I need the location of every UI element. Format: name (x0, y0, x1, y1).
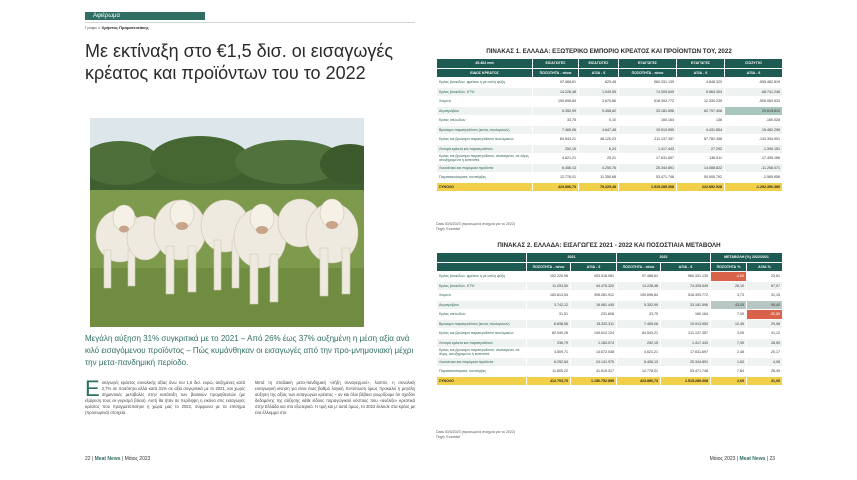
table-cell: -17.495.186 (725, 154, 783, 164)
table-cell: 1.156.752.899 (571, 376, 617, 386)
table-cell: 20,17 (747, 348, 783, 358)
table-row (437, 125, 783, 135)
row-label: Κρέας οπλωδών (437, 310, 527, 320)
table1-kind-header: ΕΙΔΟΣ ΚΡΕΑΤΟΣ (437, 68, 533, 78)
table-cell: 48.120,23 (579, 135, 619, 145)
table-cell: 518.393.772 (661, 291, 711, 301)
row-label: Κρέας βοοειδών, ΚΤΨ (437, 87, 533, 97)
table-cell: 14.228,48 (617, 281, 661, 291)
table-cell: 74.305.549 (661, 281, 711, 291)
table1-subhead: ΑΞΙΑ - € (725, 68, 783, 78)
table-row (437, 329, 783, 339)
table-cell: 28,49 (747, 367, 783, 377)
table1-subhead: ΠΟΣΟΤΗΤΑ - τόνοι (533, 68, 579, 78)
table-cell: 6,24 (579, 144, 619, 154)
table-cell: 211.137.357 (661, 329, 711, 339)
table1-head: ΙΣΟΖΥΓΙΟ (725, 59, 783, 69)
table1-note-source: Πηγή: Eurostat (436, 227, 460, 231)
issue-date: Μάιος 2023 (124, 456, 151, 462)
right-page (436, 10, 782, 465)
row-label: Κρέας και βρώσιμα παραπροϊόντα πουλερικών (437, 329, 527, 339)
body-text-1: ισαγωγές κρέατος συνολικής αξίας άνω του 1,5 δισ. ευρώ, αυξημένες κατά 2,7% σε ποσότητα αλλά κατά 31% σε αξία συγκριτικά με το 2021, και χωρίς σημαντικές μεταβολές στην κατάταξη των βασικών προμηθευτών (με εξαίρεση τους εκ-γυρισμό βόειο). Αυτή θα ήταν σε περίληψη η εικόνα στις εισαγωγές κρέατος που πραγματοποίησε η χώρα μας το 2022, σύμφωνα με τα επίσημα (προσωρινά) στοιχεία. (85, 380, 245, 415)
page-number: 22 (85, 456, 91, 462)
table1-note (436, 222, 515, 232)
table-cell: -506.063.533 (725, 97, 783, 107)
magazine-brand: Meat News (739, 456, 766, 462)
cattle-illustration (90, 118, 364, 327)
table-cell: 53.471.748 (619, 173, 677, 183)
table-cell: -143.354.901 (725, 135, 783, 145)
table-cell: 5.564.303 (677, 87, 725, 97)
row-label: Παρασκευάσματα, κονσέρβες (437, 367, 527, 377)
table2-change-header: ΜΕΤΑΒΟΛΗ (%) 2022/2021 (711, 253, 783, 263)
table-cell: 2,69 (711, 376, 747, 386)
dropcap: Ε (85, 376, 100, 401)
table-cell: 17.631.697 (661, 348, 711, 358)
table-cell: 518.393.772 (619, 97, 677, 107)
table-cell: 1.417.443 (619, 144, 677, 154)
table-cell: 7.465,06 (617, 319, 661, 329)
table-cell: 160.164 (619, 116, 677, 126)
table1-subhead: ΠΟΣΟΤΗΤΑ - τόνοι (619, 68, 677, 78)
table-cell: 67.782.456 (677, 135, 725, 145)
row-label: Λιπαρά κρέατα και παραπροϊόντα (437, 144, 533, 154)
table1-code: 45.462 mm (437, 59, 533, 69)
table2-subhead: ΠΟΣΟΤΗΤΑ - τόνοι (617, 262, 661, 272)
table-cell: 1.183.074 (571, 338, 617, 348)
table-row (437, 106, 783, 116)
table2-corner (437, 253, 527, 263)
table-cell: 97.468,61 (533, 78, 579, 88)
table-cell: 14.088.822 (677, 163, 725, 173)
table-cell: 1.049,55 (579, 87, 619, 97)
table-cell: 625,48 (579, 78, 619, 88)
table2-note-date: Data 30/3/2023 (προσωρινά στοιχεία για το 2022) (436, 430, 516, 434)
table-cell: 190.696,84 (533, 97, 579, 107)
table-row (437, 348, 783, 358)
table2-note (436, 430, 515, 440)
table-cell: 50.905.792 (677, 173, 725, 183)
table-cell: 12.778,01 (533, 173, 579, 183)
table-cell: 33,75 (533, 116, 579, 126)
table2-title: ΠΙΝΑΚΑΣ 2. ΕΛΛΑΔΑ: ΕΙΣΑΓΩΓΕΣ 2021 - 2022 ΚΑΙ ΠΟΣΟΣΤΙΑΙΑ ΜΕΤΑΒΟΛΗ (497, 242, 721, 249)
table-cell: 222.892.928 (677, 182, 725, 192)
table-cell: 3.670,86 (579, 97, 619, 107)
table-cell: 25.344.891 (619, 163, 677, 173)
table-row (437, 319, 783, 329)
table-cell: 15.320.311 (571, 319, 617, 329)
byline-prefix: Γράφει ο (85, 25, 101, 30)
table-row (437, 116, 783, 126)
table-cell: -160.028 (725, 116, 783, 126)
table1-body (437, 78, 783, 192)
table-cell: 31,15 (747, 291, 783, 301)
table2-year-2021: 2021 (527, 253, 617, 263)
table-cell: 16.981.445 (571, 300, 617, 310)
byline-author: Χρήστος Πραματευτάκης (101, 25, 149, 30)
table-cell: 3,05 (711, 329, 747, 339)
table-cell: 252,15 (617, 338, 661, 348)
table2-subhead: ΑΞΙΑ - € (661, 262, 711, 272)
table-cell: 236,79 (527, 338, 571, 348)
table-cell: 97.468,61 (617, 272, 661, 282)
table-cell: 79.229,48 (579, 182, 619, 192)
footer-right: Μάιος 2023 | Meat News | 23 (709, 456, 775, 462)
table-row (437, 97, 783, 107)
table-cell: 0,10 (579, 116, 619, 126)
row-label: Λιπαρά κρέατα και παραπροϊόντα (437, 338, 527, 348)
table-total-row (437, 182, 783, 192)
table-cell: 4.621,21 (533, 154, 579, 164)
table2-body (437, 272, 783, 386)
body-column-1 (85, 376, 245, 416)
table-cell: 7.465,06 (533, 125, 579, 135)
table-cell: 9.458,82 (579, 106, 619, 116)
table-cell: 4.621,21 (617, 348, 661, 358)
row-label: ΣΥΝΟΛΟ (437, 376, 527, 386)
row-label: Παρασκευάσματα, κονσέρβες (437, 173, 533, 183)
row-label: Χοιρινό (437, 97, 533, 107)
table-cell: 412.703,70 (527, 376, 571, 386)
table-total-row (437, 376, 783, 386)
table-row (437, 357, 783, 367)
table1-subhead: ΑΞΙΑ - € (579, 68, 619, 78)
table1-head: ΕΞΑΓΩΓΕΣ (677, 59, 725, 69)
table-cell: 33,75 (617, 310, 661, 320)
table2-note-source: Πηγή: Eurostat (436, 435, 460, 439)
table-cell: 24.141.975 (571, 357, 617, 367)
lead-paragraph: Μεγάλη αύξηση 31% συγκριτικά με το 2021 – Από 26% έως 37% αυξημένη η μέση αξία ανά κιλό εισαγόμενου προϊόντος – Πώς κυμάνθηκαν οι εισαγωγές από την προ-μνημονιακή μέχρι την μετα-πανδημική περίοδο. (85, 334, 414, 367)
table-cell: 4,98 (747, 357, 783, 367)
table-row (437, 310, 783, 320)
byline (85, 25, 149, 30)
section-tag: Αφιέρωμα (85, 12, 205, 20)
row-label: Κρέας βοοειδών, ΚΤΨ (437, 281, 527, 291)
table-cell: 14.228,48 (533, 87, 579, 97)
row-label: Χοιρινό (437, 291, 527, 301)
table-cell: 27.292 (677, 144, 725, 154)
table-cell: 395.281.912 (571, 291, 617, 301)
table-row (437, 281, 783, 291)
table-cell: 31,00 (747, 376, 783, 386)
footer-left: 22 | Meat News | Μάιος 2023 (85, 456, 151, 462)
table-cell: 43,05 (711, 300, 747, 310)
table-cell: 423.896,73 (533, 182, 579, 192)
table-cell: 149.612.124 (571, 329, 617, 339)
table-cell: 11.350,68 (579, 173, 619, 183)
table2-subhead: ΑΞΙΑ - € (571, 262, 617, 272)
left-page (78, 10, 424, 465)
row-label: Αιγοπρόβειο (437, 300, 527, 310)
table-cell: 12.330.239 (677, 97, 725, 107)
table-cell: 44.475.320 (571, 281, 617, 291)
table-cell: 84.543,21 (533, 135, 579, 145)
table1-title: ΠΙΝΑΚΑΣ 1. ΕΛΛΑΔΑ: ΕΞΩΤΕΡΙΚΟ ΕΜΠΟΡΙΟ ΚΡΕΑΤΟΣ ΚΑΙ ΠΡΟΪΟΝΤΩΝ ΤΟΥ, 2022 (486, 48, 732, 55)
row-label: Κρέας οπλωδών (437, 116, 533, 126)
table-cell: 4.509,71 (527, 348, 571, 358)
table-cell: 74.305.549 (619, 87, 677, 97)
table-cell: 53.471.748 (661, 367, 711, 377)
table-cell: 1,63 (711, 357, 747, 367)
table-cell: 3,73 (711, 291, 747, 301)
row-label: Βρώσιμα παραπροϊόντα (εκτός πουλερικών) (437, 319, 527, 329)
table-cell: 19.913.950 (661, 319, 711, 329)
table-cell: 1.417.443 (661, 338, 711, 348)
table-cell: 7,84 (711, 367, 747, 377)
table-cell: 28,59 (747, 338, 783, 348)
table-cell: 11.293,50 (527, 281, 571, 291)
table-cell: -30,85 (747, 310, 783, 320)
table-cell: -11.256.071 (725, 163, 783, 173)
table-cell: 6.456,13 (533, 163, 579, 173)
table-cell: 136.511 (677, 154, 725, 164)
table-cell: -1.390.151 (725, 144, 783, 154)
table1-head: ΕΞΑΓΩΓΕΣ (619, 59, 677, 69)
table-cell: 31,51 (527, 310, 571, 320)
table2-corner (437, 262, 527, 272)
table-cell: 67,07 (747, 281, 783, 291)
table-cell: 62.797.406 (677, 106, 725, 116)
table-cell: 84.543,21 (617, 329, 661, 339)
table-row (437, 272, 783, 282)
table-cell: 423.896,73 (617, 376, 661, 386)
magazine-brand: Meat News (94, 456, 121, 462)
row-label: Κρέας και βρώσιμα παραπροϊόντα πουλερικών (437, 135, 533, 145)
table-cell: 560.331.139 (661, 272, 711, 282)
table2-year-2022: 2022 (617, 253, 711, 263)
table-cell: 29.615.810 (725, 106, 783, 116)
table-cell: 136 (677, 116, 725, 126)
table-cell: 6.456,13 (617, 357, 661, 367)
table-cell: 19.913.950 (619, 125, 677, 135)
table-cell: 11.805,22 (527, 367, 571, 377)
table-cell: 2,48 (711, 348, 747, 358)
table-cell: -2.565.956 (725, 173, 783, 183)
table-cell: 33.181.596 (619, 106, 677, 116)
table-cell: 3.742,12 (527, 300, 571, 310)
table-cell: 12.778,01 (617, 367, 661, 377)
table-cell: 26,10 (711, 281, 747, 291)
table-row (437, 87, 783, 97)
table-cell: 25,21 (579, 154, 619, 164)
table-cell: 25.344.891 (661, 357, 711, 367)
table-cell: 252,15 (533, 144, 579, 154)
table-cell: 17.631.697 (619, 154, 677, 164)
table-cell: 4.431.654 (677, 125, 725, 135)
table-row (437, 154, 783, 164)
row-label: Κρέας και βρώσιμα παραπροϊόντα, αλατισμένα, σε άλμη, αποξηραμένα ή καπνιστά (437, 154, 533, 164)
table-cell: 560.331.139 (619, 78, 677, 88)
table-cell: 29,98 (747, 319, 783, 329)
table-cell: 1.515.289.308 (619, 182, 677, 192)
table-row (437, 135, 783, 145)
table-cell: 102.225,96 (527, 272, 571, 282)
table-cell: 95,40 (747, 300, 783, 310)
row-label: Λουκάνικα και παρόμοια προϊόντα (437, 357, 527, 367)
cattle-photo (90, 118, 364, 327)
table-cell: 7,39 (711, 338, 747, 348)
table-cell: 453.318.081 (571, 272, 617, 282)
table-cell: 190.696,84 (617, 291, 661, 301)
headline: Με εκτίναξη στο €1,5 δισ. οι εισαγωγές κρέατος και προϊόντων του το 2022 (85, 41, 394, 83)
row-label: Αιγοπρόβειο (437, 106, 533, 116)
table-cell: -555.482.819 (725, 78, 783, 88)
table-cell: 33.181.596 (661, 300, 711, 310)
table2 (436, 252, 783, 386)
table-cell: 6.252,54 (527, 357, 571, 367)
row-label: Κρέας και βρώσιμα παραπροϊόντα, αλατισμένα, σε άλμη, αποξηραμένα ή καπνιστά (437, 348, 527, 358)
table-cell: 23,61 (747, 272, 783, 282)
table-cell: 14.672.038 (571, 348, 617, 358)
table-cell: 41,12 (747, 329, 783, 339)
page-number: 23 (769, 456, 775, 462)
table1-subhead: ΑΞΙΑ - € (677, 68, 725, 78)
table-cell: 4.250,76 (579, 163, 619, 173)
table-cell: -15.482.296 (725, 125, 783, 135)
table-cell: 1.515.289.308 (661, 376, 711, 386)
table-cell: 211.137.357 (619, 135, 677, 145)
table-cell: -68.741.246 (725, 87, 783, 97)
body-column-2: Μετά τη σταδιακή μετα-πανδημική «λήξη συναγερμού», λοιπόν, η συνολική εισαγωγική κίνηση για είναι ένας βαθμό λογική. Εντύπωση όμως προκαλεί η μεγάλη αύξηση της αξίας των εισαγωγών κρέατος – αν και όλοι βέβαια γνωρίζουμε ότι σχεδόν δεδομένης της αύξησης κάθε είδους παραγωγικού κόστους που «ανέλιξε» κρεατικά στην Ελλάδα και στο εξωτερικό. Η τιμή και μ' αυτά όμως, το 2022 έκλεισε στα κρέας με ένα έλλειμμα στο (255, 380, 415, 415)
table2-subhead: ΠΟΣΟΤΗΤΑ - τόνοι (527, 262, 571, 272)
table1 (436, 58, 783, 192)
table-row (437, 338, 783, 348)
table-row (437, 144, 783, 154)
table-row (437, 367, 783, 377)
table-cell: 41.615.317 (571, 367, 617, 377)
table-cell: 12,45 (711, 319, 747, 329)
table-cell: 4.647,48 (579, 125, 619, 135)
issue-date: Μάιος 2023 (709, 456, 736, 462)
table-row (437, 163, 783, 173)
table-row (437, 291, 783, 301)
table1-note-date: Data 30/3/2023 (προσωρινά στοιχεία για το 2022) (436, 222, 516, 226)
table-cell: 82.040,26 (527, 329, 571, 339)
row-label: Βρώσιμα παραπροϊόντα (εκτός πουλερικών) (437, 125, 533, 135)
row-label: ΣΥΝΟΛΟ (437, 182, 533, 192)
table-row (437, 300, 783, 310)
table-cell: -4,65 (711, 272, 747, 282)
divider (85, 22, 415, 23)
table2-subhead: ΑΞΙΑ % (747, 262, 783, 272)
table1-head: ΕΙΣΑΓΩΓΕΣ (579, 59, 619, 69)
table-cell: 231.608 (571, 310, 617, 320)
table-row (437, 78, 783, 88)
row-label: Κρέας βοοειδών, φρέσκο ή με απλή ψύξη (437, 78, 533, 88)
table-row (437, 173, 783, 183)
table1-head: ΕΙΣΑΓΩΓΕΣ (533, 59, 579, 69)
table-cell: 160.164 (661, 310, 711, 320)
row-label: Λουκάνικα και παρόμοια προϊόντα (437, 163, 533, 173)
table-cell: -1.292.396.380 (725, 182, 783, 192)
row-label: Κρέας βοοειδών, φρέσκο ή με απλή ψύξη (437, 272, 527, 282)
table-cell: 5.352,99 (617, 300, 661, 310)
table-cell: 4.848.320 (677, 78, 725, 88)
table-cell: 6.638,56 (527, 319, 571, 329)
magazine-spread (78, 10, 782, 465)
table-cell: 7,09 (711, 310, 747, 320)
table-cell: 5.352,99 (533, 106, 579, 116)
table-cell: 183.813,54 (527, 291, 571, 301)
table2-subhead: ΠΟΣΟΤΗΤΑ % (711, 262, 747, 272)
